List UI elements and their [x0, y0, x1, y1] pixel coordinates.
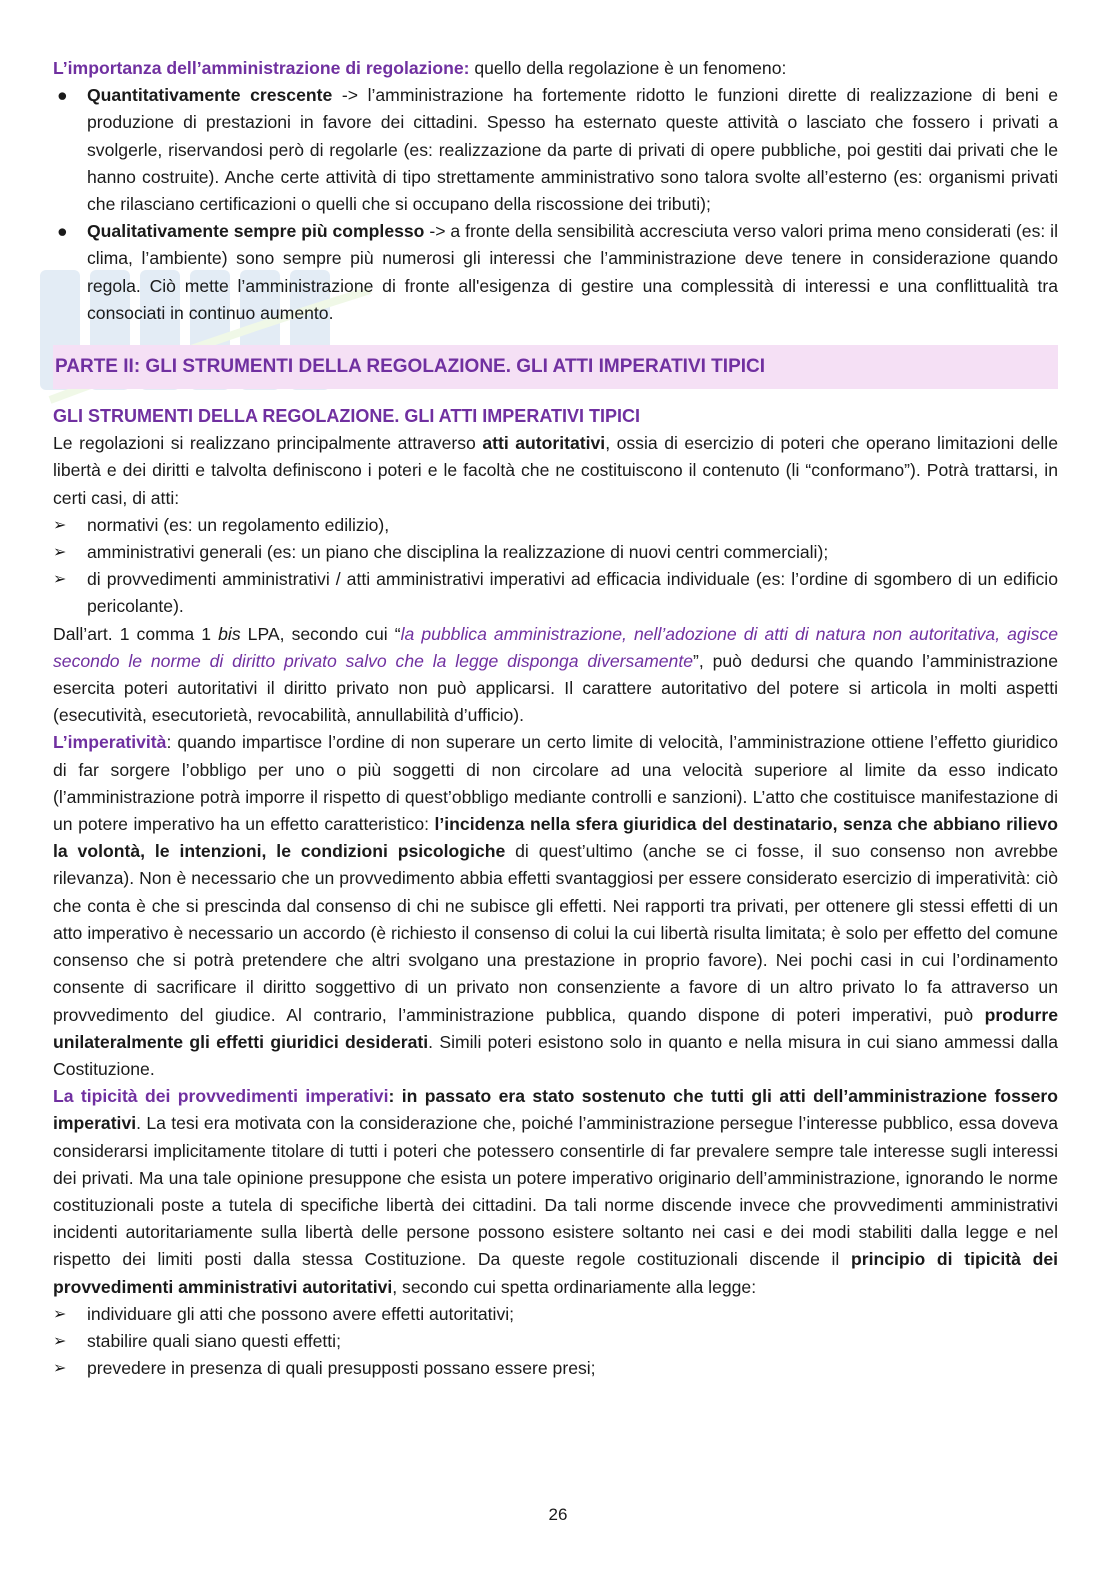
paragraph-atti-autoritativi: Le regolazioni si realizzano principalmente attraverso atti autoritativi, ossia di esercizio di poteri che operano limitazioni delle libertà e dei diritti e talvolta definiscono i poteri e le facoltà che ne costituiscono il contenuto (li “conformano”). Potrà trattarsi, in certi casi, di atti:: [53, 433, 1058, 508]
bullet-icon: ●: [57, 85, 68, 106]
list-item: ➢ individuare gli atti che possono avere effetti autoritativi;: [53, 1301, 1058, 1328]
section-subheading: GLI STRUMENTI DELLA REGOLAZIONE. GLI ATTI IMPERATIVI TIPICI: [53, 406, 640, 427]
bullet-icon: ●: [57, 221, 68, 242]
arrow-list-atti: [53, 512, 1058, 621]
arrow-bullet-icon: ➢: [53, 544, 67, 562]
intro-paragraph: L’importanza dell’amministrazione di regolazione: quello della regolazione è un fenomeno:: [53, 58, 787, 78]
bullet-list-regolazione: [53, 82, 1058, 327]
arrow-bullet-icon: ➢: [53, 1332, 67, 1350]
arrow-bullet-icon: ➢: [53, 516, 67, 534]
paragraph-tipicita: La tipicità dei provvedimenti imperativi: in passato era stato sostenuto che tutti gli atti dell’amministrazione fossero imperativi. La tesi era motivata con la considerazione che, poiché l’amministrazione persegue l’interesse pubblico, essa doveva considerarsi implicitamente titolare di tutti i poteri che potessero consentirle di far prevalere sempre tale interesse sugli interessi dei privati. Ma una tale opinione presuppone che esista un potere imperativo originario dell’amministrazione, ignorando le norme costituzionali poste a tutela di specifiche libertà dei cittadini. Da tali norme discende invece che provvedimenti amministrativi incidenti autoritariamente sulla libertà delle persone possono esistere soltanto nei casi e dei modi stabiliti dalla legge e nel rispetto dei limiti posti dalla stessa Costituzione. Da queste regole costituzionali discende il principio di tipicità dei provvedimenti amministrativi autoritativi, secondo cui spetta ordinariamente alla legge:: [53, 1086, 1059, 1297]
list-item: ● Qualitativamente sempre più complesso -> a fronte della sensibilità accresciuta verso valori prima meno considerati (es: il clima, l’ambiente) sono sempre più numerosi gli interessi che l’amministrazione deve tenere in considerazione quando regola. Ciò mette l’amministrazione di fronte all'esigenza di gestire una complessità di interessi e una conflittualità tra consociati in continuo aumento.: [53, 218, 1058, 327]
page-number: 26: [548, 1505, 568, 1524]
list-item: ➢ prevedere in presenza di quali presupposti possano essere presi;: [53, 1355, 1058, 1382]
list-item: ➢ amministrativi generali (es: un piano che disciplina la realizzazione di nuovi centri commerciali);: [53, 539, 1058, 566]
paragraph-imperativita: L’imperatività: quando impartisce l’ordine di non superare un certo limite di velocità, l’amministrazione ottiene l’effetto giuridico di far sorgere l’obbligo per uno o più soggetti di non circolare ad una velocità superiore al limite da esso indicato (l’amministrazione potrà imporre il rispetto di quest’obbligo mediante controlli e sanzioni). L’atto che costituisce manifestazione di un potere imperativo ha un effetto caratteristico: l’incidenza nella sfera giuridica del destinatario, senza che abbiano rilievo la volontà, le intenzioni, le condizioni psicologiche di quest’ultimo (anche se ci fosse, il suo consenso non avrebbe rilevanza). Non è necessario che un provvedimento abbia effetti svantaggiosi per essere considerato esercizio di imperatività: ciò che conta è che si prescinda dal consenso di chi ne subisce gli effetti. Nei rapporti tra privati, per ottenere gli stessi effetti di un atto imperativo è necessario un accordo (è richiesto il consenso di colui la cui libertà risulta limitata; è solo per effetto del comune consenso che si potrà pretendere che altri svolgano una prestazione in proprio favore). Nei pochi casi in cui l’ordinamento consente di sacrificare il diritto soggettivo di un privato non consenziente a favore di un altro privato lo fa attraverso un provvedimento del giudice. Al contrario, l’amministrazione pubblica, quando dispone di poteri imperativi, può produrre unilateralmente gli effetti giuridici desiderati. Simili poteri esistono solo in quanto e nella misura in cui siano ammessi dalla Costituzione.: [53, 732, 1059, 1079]
arrow-bullet-icon: ➢: [53, 1305, 67, 1323]
document-page: [53, 55, 1058, 1382]
arrow-bullet-icon: ➢: [53, 1360, 67, 1378]
arrow-list-legge: [53, 1301, 1058, 1383]
paragraph-lpa: Dall’art. 1 comma 1 bis LPA, secondo cui “la pubblica amministrazione, nell’adozione di atti di natura non autoritativa, agisce secondo le norme di diritto privato salvo che la legge disponga diversamente”, può dedursi che quando l’amministrazione esercita poteri autoritativi il diritto privato non può applicarsi. Il carattere autoritativo del potere si articola in molti aspetti (esecutività, esecutorietà, revocabilità, annullabilità d’ufficio).: [53, 623, 1058, 726]
arrow-bullet-icon: ➢: [53, 571, 67, 589]
section-banner: PARTE II: GLI STRUMENTI DELLA REGOLAZIONE. GLI ATTI IMPERATIVI TIPICI: [53, 345, 1058, 389]
list-item: ➢ normativi (es: un regolamento edilizio),: [53, 512, 1058, 539]
list-item: ➢ stabilire quali siano questi effetti;: [53, 1328, 1058, 1355]
list-item: ➢ di provvedimenti amministrativi / atti amministrativi imperativi ad efficacia individuale (es: l’ordine di sgombero di un edificio pericolante).: [53, 566, 1058, 620]
list-item: ● Quantitativamente crescente -> l’amministrazione ha fortemente ridotto le funzioni dirette di realizzazione di beni e produzione di prestazioni in favore dei cittadini. Spesso ha esternato queste attività o lasciato che fossero i privati a svolgerle, riservandosi però di regolarle (es: realizzazione da parte di privati di opere pubbliche, poi gestiti dai privati che le hanno costruite). Anche certe attività di tipo strettamente amministrativo sono talora svolte all’esterno (es: organismi privati che rilasciano certificazioni o quelli che si occupano della riscossione dei tributi);: [53, 82, 1058, 218]
